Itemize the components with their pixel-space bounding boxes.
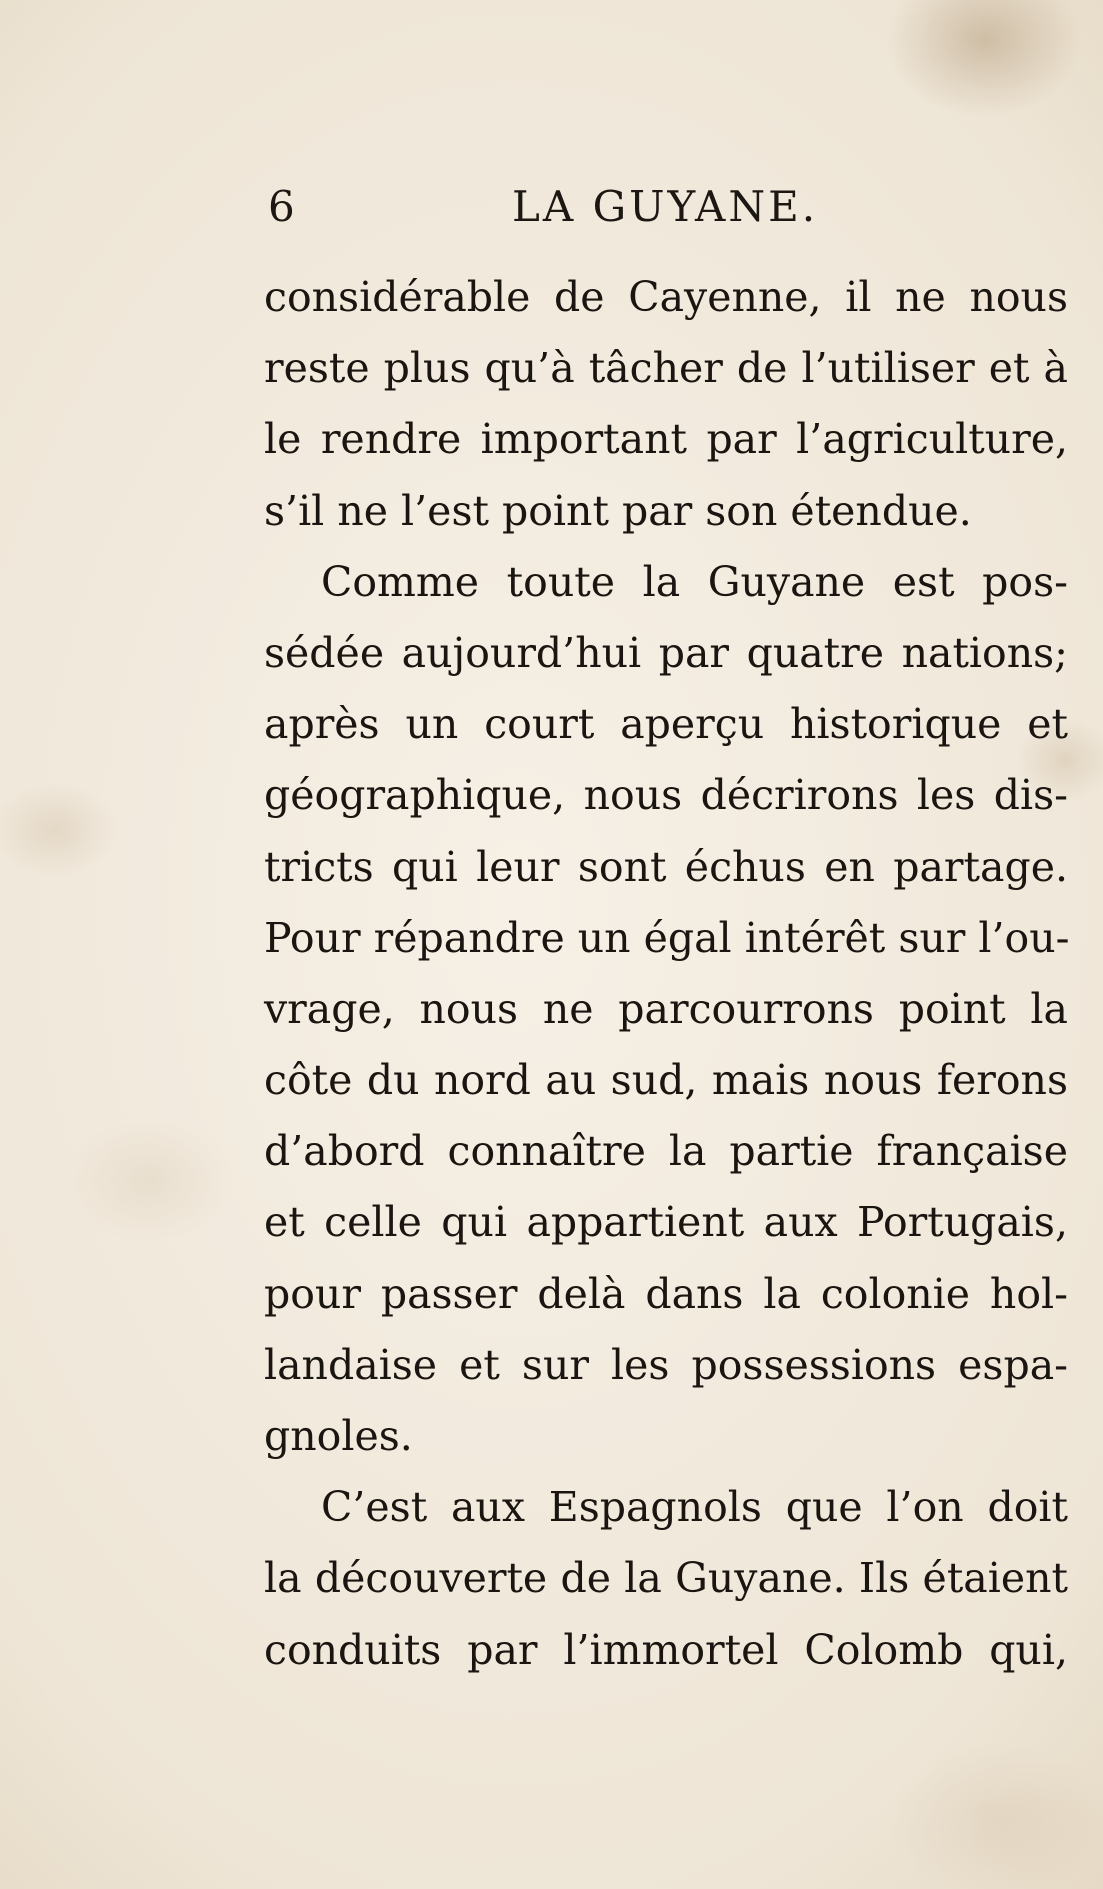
text-line: après un court aperçu historique et — [264, 700, 1068, 749]
running-head — [268, 182, 828, 242]
text-line: s’il ne l’est point par son étendue. — [264, 486, 972, 535]
paragraph — [264, 547, 1068, 1472]
text-line: d’abord connaître la partie française — [264, 1127, 1068, 1176]
text-line: pour passer delà dans la colonie hol- — [264, 1269, 1068, 1318]
text-line: vrage, nous ne parcourrons point la — [264, 984, 1068, 1033]
paragraph — [264, 262, 1068, 547]
text-line: landaise et sur les possessions espa- — [264, 1340, 1068, 1389]
text-line: conduits par l’immortel Colomb qui, — [264, 1625, 1068, 1674]
text-line: reste plus qu’à tâcher de l’utiliser et à — [264, 344, 1068, 393]
paragraph — [264, 1472, 1068, 1686]
text-line: sédée aujourd’hui par quatre nations; — [264, 628, 1068, 677]
text-line: Comme toute la Guyane est pos- — [321, 557, 1068, 606]
text-line: gnoles. — [264, 1412, 413, 1460]
text-line: considérable de Cayenne, il ne nous — [264, 273, 1068, 321]
page-number: 6 — [268, 182, 295, 231]
text-line: Pour répandre un égal intérêt sur l’ou- — [264, 913, 1070, 962]
text-line: C’est aux Espagnols que l’on doit — [321, 1483, 1068, 1532]
page-title: LA GUYANE. — [512, 182, 819, 231]
text-line: la découverte de la Guyane. Ils étaient — [264, 1554, 1068, 1603]
text-line: tricts qui leur sont échus en partage. — [264, 842, 1068, 891]
text-line: le rendre important par l’agriculture, — [264, 415, 1068, 464]
text-line: côte du nord au sud, mais nous ferons — [264, 1056, 1068, 1105]
text-line: et celle qui appartient aux Portugais, — [264, 1198, 1068, 1247]
text-line: géographique, nous décrirons les dis- — [264, 771, 1068, 820]
body-text — [264, 262, 1068, 1686]
